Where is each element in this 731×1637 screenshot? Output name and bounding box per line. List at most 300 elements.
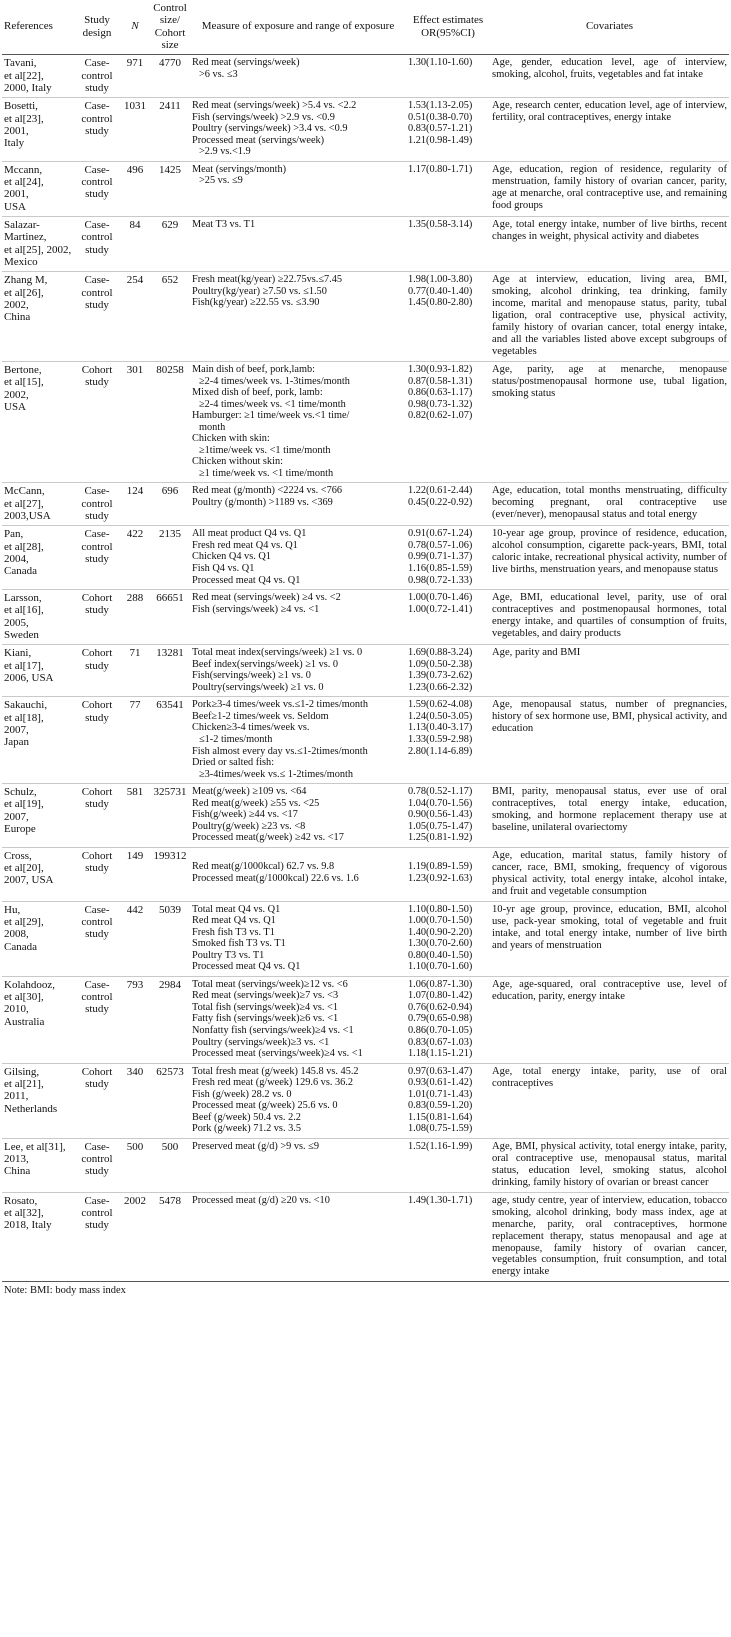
table-row (2, 526, 729, 590)
exposure-line: Processed meat(g/1000kcal) 22.6 vs. 1.6 (192, 872, 359, 884)
reference-line: 2007, (4, 724, 29, 737)
exposure-line: ≥2-4 times/week vs. 1-3times/month (199, 375, 350, 387)
reference-line: et al[26], (4, 286, 44, 299)
effect-value: 1.01(0.71-1.43) (408, 1088, 473, 1100)
exposure-line: Fish Q4 vs. Q1 (192, 562, 255, 574)
effect-value: 1.22(0.61-2.44) (408, 485, 473, 497)
exposure-line: Meat T3 vs. T1 (192, 219, 256, 231)
exposure-line: Chicken without skin: (192, 456, 283, 468)
reference-line: Hu, (4, 903, 21, 916)
effect-value: 1.30(1.10-1.60) (408, 57, 473, 69)
effect-value: 0.90(0.56-1.43) (408, 809, 473, 821)
control-size-cell: 652 (161, 274, 179, 287)
effect-value: 0.98(0.72-1.33) (408, 574, 473, 586)
exposure-line: Red meat(g/1000kcal) 62.7 vs. 9.8 (192, 861, 335, 873)
reference-cell (2, 1138, 74, 1192)
n-cell: 581 (126, 786, 144, 799)
table-row (2, 901, 729, 976)
reference-line: Rosato, (4, 1194, 38, 1207)
effect-value: 1.49(1.30-1.71) (408, 1194, 473, 1206)
exposure-line: Poultry (servings/week) >3.4 vs. <0.9 (192, 123, 348, 135)
covariates-cell: BMI, parity, menopausal status, ever use of oral contraceptives, total energy intake, education, smoking, and hormone replacement therapy use at baseline, unilateral ovariectomy (492, 786, 727, 834)
n-cell: 2002 (124, 1194, 146, 1207)
effect-cell (406, 217, 490, 272)
header-study-design: Study design (82, 14, 112, 39)
reference-line: 2002, (4, 298, 29, 311)
effect-value: 1.24(0.50-3.05) (408, 710, 473, 722)
exposure-line: Fresh red meat Q4 vs. Q1 (192, 539, 298, 551)
table-row (2, 976, 729, 1063)
reference-line: Japan (4, 736, 30, 749)
covariates-cell: Age, total energy intake, number of live births, recent changes in weight, physical activity and diabetes (492, 219, 727, 243)
effect-value: 1.45(0.80-2.80) (408, 297, 473, 309)
effect-value: 1.19(0.89-1.59) (408, 861, 473, 873)
effect-value: 1.52(1.16-1.99) (408, 1140, 473, 1152)
study-design-cell: Case-control study (81, 163, 113, 201)
control-size-cell: 2411 (159, 100, 181, 113)
control-size-cell: 325731 (153, 786, 187, 799)
reference-cell (2, 590, 74, 645)
reference-line: Australia (4, 1015, 45, 1028)
covariates-cell: Age, menopausal status, number of pregnancies, history of sex hormone use, BMI, physical activity, and education (492, 699, 727, 735)
effect-cell (406, 362, 490, 483)
effect-value: 1.39(0.73-2.62) (408, 670, 473, 682)
reference-line: Canada (4, 565, 37, 578)
table-row (2, 1138, 729, 1192)
reference-line: Cross, (4, 849, 32, 862)
exposure-line: Total meat index(servings/week) ≥1 vs. 0 (192, 647, 363, 659)
reference-line: et al[29], (4, 915, 44, 928)
effect-value: 1.06(0.87-1.30) (408, 978, 473, 990)
reference-line: China (4, 1165, 31, 1178)
table-body (2, 55, 729, 1282)
reference-line: Salazar- (4, 219, 40, 232)
exposure-cell (190, 55, 406, 98)
covariates-cell: Age, parity and BMI (492, 647, 581, 659)
effect-value: 1.35(0.58-3.14) (408, 219, 473, 231)
exposure-line: Fish(g/week) ≥44 vs. <17 (192, 809, 298, 821)
table-row (2, 55, 729, 98)
reference-cell (2, 217, 74, 272)
exposure-line: Red meat Q4 vs. Q1 (192, 915, 276, 927)
study-design-cell: Case-control study (81, 1194, 113, 1232)
covariates-cell: Age, BMI, educational level, parity, use of oral contraceptives and postmenopausal hormones, total energy intake, and quartiles of consumption of fruits, vegetables, and dairy products (492, 592, 727, 639)
control-size-cell: 4770 (159, 57, 181, 70)
exposure-line: Nonfatty fish (servings/week)≥4 vs. <1 (192, 1024, 354, 1036)
reference-line: 2003,USA (4, 510, 51, 523)
effect-cell (406, 1063, 490, 1138)
control-size-cell: 199312 (153, 849, 187, 862)
n-cell: 77 (129, 699, 141, 712)
n-cell: 971 (126, 57, 144, 70)
reference-line: 2007, USA (4, 874, 54, 887)
reference-line: McCann, (4, 485, 45, 498)
reference-line: 2007, (4, 810, 29, 823)
reference-line: USA (4, 401, 27, 414)
reference-line: Mccann, (4, 163, 43, 176)
n-cell: 422 (126, 528, 144, 541)
reference-line: Canada (4, 940, 37, 953)
reference-line: 2008, (4, 928, 29, 941)
exposure-cell (190, 697, 406, 784)
effect-value: 0.86(0.63-1.17) (408, 387, 473, 399)
reference-line: 2000, Italy (4, 81, 52, 94)
effect-value: 1.00(0.72-1.41) (408, 603, 473, 615)
effect-value: 0.83(0.67-1.03) (408, 1036, 473, 1048)
table-row (2, 98, 729, 162)
table-note: Note: BMI: body mass index (4, 1285, 126, 1297)
control-size-cell: 62573 (156, 1065, 184, 1078)
effect-value: 1.04(0.70-1.56) (408, 797, 473, 809)
exposure-line: Red meat (servings/week) ≥4 vs. <2 (192, 592, 341, 604)
study-design-cell: Cohort study (81, 849, 113, 875)
study-design-cell: Case-control study (81, 57, 113, 94)
exposure-line: Fresh meat(kg/year) ≥22.75vs.≤7.45 (192, 274, 342, 286)
reference-line: et al[22], (4, 69, 44, 82)
reference-line: Pan, (4, 528, 24, 541)
reference-line: 2001, (4, 188, 29, 201)
table-header-row (2, 0, 729, 55)
effect-cell (406, 1192, 490, 1282)
n-cell: 124 (126, 485, 144, 498)
exposure-cell (190, 784, 406, 848)
control-size-cell: 63541 (156, 699, 184, 712)
reference-cell (2, 847, 74, 901)
exposure-line: Processed meat Q4 vs. Q1 (192, 574, 301, 586)
reference-line: 2013, (4, 1153, 29, 1166)
covariates-cell: age, study centre, year of interview, education, tobacco smoking, alcohol drinking, body mass index, age at menarche, parity, oral contraceptives, hormone replacement therapy, status menopausal and age at menopause, family history of ovarian cancer, vegetables consumption, fruit consumption, and total energy intake (492, 1194, 727, 1278)
exposure-line: Total fish (servings/week)≥4 vs. <1 (192, 1001, 339, 1013)
n-cell: 84 (129, 219, 141, 232)
effect-value: 1.98(1.00-3.80) (408, 274, 473, 286)
exposure-line: Red meat (g/month) <2224 vs. <766 (192, 485, 343, 497)
exposure-cell (190, 217, 406, 272)
reference-line: Sakauchi, (4, 699, 48, 712)
effect-cell (406, 161, 490, 216)
covariates-cell: Age, research center, education level, age of interview, fertility, oral contraceptives, energy intake (492, 100, 727, 124)
effect-value: 1.40(0.90-2.20) (408, 926, 473, 938)
reference-cell (2, 976, 74, 1063)
study-design-cell: Case-control study (81, 100, 113, 137)
effect-value (408, 850, 488, 862)
exposure-line: Dried or salted fish: (192, 757, 275, 769)
table-row (2, 483, 729, 526)
reference-line: Kolahdooz, (4, 978, 56, 991)
exposure-line: Chicken Q4 vs. Q1 (192, 551, 271, 563)
control-size-cell: 2984 (159, 978, 181, 991)
exposure-line: ≥3-4times/week vs.≤ 1-2times/month (199, 768, 354, 780)
effect-value: 1.33(0.59-2.98) (408, 734, 473, 745)
reference-line: 2004, (4, 553, 29, 565)
effect-value: 2.80(1.14-6.89) (408, 745, 473, 757)
table-row (2, 645, 729, 697)
effect-value: 1.21(0.98-1.49) (408, 134, 473, 146)
reference-line: Lee, et al[31], (4, 1140, 66, 1153)
effect-value: 1.15(0.81-1.64) (408, 1111, 473, 1123)
reference-cell (2, 483, 74, 526)
reference-line: et al[17], (4, 659, 44, 672)
covariates-cell: Age, education, region of residence, regularity of menstruation, family history of ovarian cancer, parity, age at menarche, oral contraceptive use, and remaining food groups (492, 163, 727, 211)
study-design-cell: Case-control study (81, 274, 113, 311)
effect-value: 0.51(0.38-0.70) (408, 111, 473, 123)
study-design-cell: Case-control study (81, 219, 113, 256)
exposure-line: Hamburger: ≥1 time/week vs.<1 time/ (192, 410, 350, 422)
n-cell: 496 (126, 163, 144, 176)
reference-line: Mexico (4, 256, 38, 269)
table-row (2, 272, 729, 362)
effect-value: 0.86(0.70-1.05) (408, 1024, 473, 1036)
effect-cell (406, 847, 490, 901)
exposure-cell (190, 1192, 406, 1282)
n-cell: 71 (129, 647, 141, 660)
reference-cell (2, 55, 74, 98)
effect-cell (406, 483, 490, 526)
exposure-line: Poultry(servings/week) ≥1 vs. 0 (192, 681, 324, 693)
effect-value: 1.59(0.62-4.08) (408, 699, 473, 711)
exposure-line: Smoked fish T3 vs. T1 (192, 938, 286, 950)
covariates-cell: 10-yr age group, province, education, BMI, alcohol use, pack-year smoking, total of vegetable and fruit intake, and total energy intake, number of live birth and years of menstruation (492, 903, 727, 951)
effect-cell (406, 784, 490, 848)
exposure-line: Pork≥3-4 times/week vs.≤1-2 times/month (192, 699, 369, 711)
reference-cell (2, 645, 74, 697)
effect-cell (406, 976, 490, 1063)
effect-value: 0.82(0.62-1.07) (408, 410, 473, 422)
control-size-cell: 13281 (156, 647, 184, 660)
reference-line: et al[16], (4, 604, 44, 617)
reference-line: Martinez, (4, 231, 47, 244)
reference-line: et al[25], 2002, (4, 243, 72, 256)
reference-cell (2, 784, 74, 848)
header-references: References (4, 20, 53, 33)
study-design-cell: Cohort study (81, 592, 113, 617)
exposure-line: Mixed dish of beef, pork, lamb: (192, 387, 323, 399)
exposure-line: All meat product Q4 vs. Q1 (192, 528, 307, 540)
exposure-cell (190, 847, 406, 901)
reference-line: Schulz, (4, 786, 37, 799)
exposure-line: Red meat (servings/week) (192, 57, 300, 69)
exposure-cell (190, 590, 406, 645)
study-table (2, 0, 729, 1282)
effect-value: 1.05(0.75-1.47) (408, 820, 473, 832)
reference-line: 2002, (4, 388, 29, 401)
effect-value: 0.79(0.65-0.98) (408, 1013, 473, 1025)
reference-line: Zhang M, (4, 274, 48, 287)
reference-line: Kiani, (4, 647, 32, 660)
effect-value: 1.16(0.85-1.59) (408, 562, 473, 574)
effect-cell (406, 645, 490, 697)
reference-line: et al[28], (4, 540, 44, 553)
effect-cell (406, 697, 490, 784)
reference-cell (2, 901, 74, 976)
table-row (2, 847, 729, 901)
effect-value: 1.30(0.70-2.60) (408, 938, 473, 950)
covariates-cell: Age, education, marital status, family history of cancer, race, BMI, smoking, frequency of vigorous physical activity, total energy intake, alcohol intake, and fruit and vegetable consumption (492, 849, 727, 897)
effect-value: 0.98(0.73-1.32) (408, 398, 473, 410)
study-design-cell: Case-control study (81, 1140, 113, 1178)
exposure-line: ≥1time/week vs. <1 time/month (199, 444, 331, 456)
exposure-line: Total fresh meat (g/week) 145.8 vs. 45.2 (192, 1065, 359, 1077)
effect-cell (406, 55, 490, 98)
control-size-cell: 500 (161, 1140, 179, 1153)
exposure-line: Fresh fish T3 vs. T1 (192, 926, 275, 938)
exposure-line: Pork (g/week) 71.2 vs. 3.5 (192, 1123, 301, 1135)
covariates-cell: Age at interview, education, living area, BMI, smoking, alcohol drinking, tea drinking, family income, marital and menopause status, parity, tubal ligation, oral contraceptive use, physical activity, family history of ovarian cancer, total energy intake, and all the variables listed above except subgroups of vegetables (492, 274, 727, 358)
control-size-cell: 80258 (156, 364, 184, 377)
table-row (2, 1192, 729, 1282)
exposure-line: ≥2-4 times/week vs. <1 time/month (199, 398, 346, 410)
effect-value: 0.77(0.40-1.40) (408, 285, 473, 297)
effect-cell (406, 590, 490, 645)
control-size-cell: 2135 (159, 528, 181, 541)
exposure-line: >25 vs. ≤9 (199, 175, 243, 187)
effect-cell (406, 98, 490, 162)
exposure-line: Fish almost every day vs.≤1-2times/month (192, 745, 368, 757)
effect-value: 0.78(0.57-1.06) (408, 539, 473, 551)
effect-value: 1.23(0.92-1.63) (408, 872, 473, 884)
exposure-line: Red meat (servings/week) >5.4 vs. <2.2 (192, 100, 357, 112)
effect-value: 0.91(0.67-1.24) (408, 528, 473, 540)
table-row (2, 1063, 729, 1138)
exposure-line: Poultry(kg/year) ≥7.50 vs. ≤1.50 (192, 285, 327, 297)
reference-line: 2018, Italy (4, 1219, 52, 1232)
effect-value: 0.83(0.57-1.21) (408, 123, 473, 135)
n-cell: 149 (126, 849, 144, 862)
effect-value: 1.18(1.15-1.21) (408, 1048, 473, 1060)
effect-value: 0.97(0.63-1.47) (408, 1065, 473, 1077)
reference-cell (2, 362, 74, 483)
n-cell: 442 (126, 903, 144, 916)
effect-value: 0.93(0.61-1.42) (408, 1077, 473, 1089)
reference-line: et al[15], (4, 376, 44, 389)
effect-cell (406, 901, 490, 976)
exposure-cell (190, 98, 406, 162)
n-cell: 340 (126, 1065, 144, 1078)
exposure-line: Processed meat(g/week) ≥42 vs. <17 (192, 832, 344, 844)
reference-cell (2, 161, 74, 216)
n-cell: 793 (126, 978, 144, 991)
exposure-cell (190, 272, 406, 362)
effect-value: 1.00(0.70-1.46) (408, 592, 473, 604)
n-cell: 254 (126, 274, 144, 287)
effect-value: 0.78(0.52-1.17) (408, 786, 473, 798)
table-row (2, 362, 729, 483)
reference-line: Italy (4, 137, 25, 150)
exposure-line: Meat (servings/month) (192, 163, 287, 175)
exposure-cell (190, 901, 406, 976)
reference-line: 2005, (4, 616, 29, 629)
covariates-cell: 10-year age group, province of residence, education, alcohol consumption, cigarette pack-years, BMI, total caloric intake, recreational physical activity, number of live births, menstruation years, and menopause status (492, 528, 727, 576)
exposure-cell (190, 1063, 406, 1138)
effect-value: 0.99(0.71-1.37) (408, 551, 473, 563)
effect-value: 1.10(0.80-1.50) (408, 903, 473, 915)
covariates-cell: Age, education, total months menstruating, difficulty becoming pregnant, oral contraceptive use (ever/never), menopausal status and total energy (492, 485, 727, 521)
exposure-line: month (199, 421, 226, 433)
header-measure: Measure of exposure and range of exposure (201, 20, 395, 33)
exposure-line (192, 850, 404, 862)
effect-value: 0.76(0.62-0.94) (408, 1001, 473, 1013)
control-size-cell: 1425 (159, 163, 181, 176)
reference-line: et al[24], (4, 176, 44, 189)
exposure-line: Fresh red meat (g/week) 129.6 vs. 36.2 (192, 1077, 353, 1089)
effect-value: 0.45(0.22-0.92) (408, 496, 473, 508)
effect-cell (406, 1138, 490, 1192)
table-row (2, 590, 729, 645)
exposure-line: Fish(kg/year) ≥22.55 vs. ≤3.90 (192, 297, 320, 309)
reference-cell (2, 1192, 74, 1282)
effect-value: 0.87(0.58-1.31) (408, 375, 473, 387)
effect-value: 1.09(0.50-2.38) (408, 658, 473, 670)
control-size-cell: 5478 (159, 1194, 181, 1207)
reference-line: Larsson, (4, 592, 42, 605)
effect-value: 1.25(0.81-1.92) (408, 832, 473, 844)
exposure-line: ≥1 time/week vs. <1 time/month (199, 467, 334, 479)
exposure-line: Beef≥1-2 times/week vs. Seldom (192, 710, 329, 722)
reference-line: 2010, (4, 1003, 29, 1016)
control-size-cell: 5039 (159, 903, 181, 916)
reference-cell (2, 697, 74, 784)
exposure-line: Processed meat (servings/week) (192, 134, 325, 146)
exposure-cell (190, 483, 406, 526)
effect-value: 1.08(0.75-1.59) (408, 1123, 473, 1135)
study-design-cell: Case-control study (81, 528, 113, 565)
exposure-line: Chicken≥3-4 times/week vs. (192, 722, 310, 734)
reference-line: Tavani, (4, 57, 37, 70)
study-design-cell: Cohort study (81, 364, 113, 389)
exposure-line: Red meat (servings/week)≥7 vs. <3 (192, 990, 339, 1002)
reference-line: et al[20], (4, 862, 44, 875)
study-design-cell: Case-control study (81, 903, 113, 941)
study-design-cell: Cohort study (81, 699, 113, 724)
effect-value: 1.23(0.66-2.32) (408, 681, 473, 693)
reference-line: Gilsing, (4, 1065, 40, 1078)
reference-line: et al[27], (4, 497, 44, 510)
exposure-line: Poultry (g/month) >1189 vs. <369 (192, 496, 333, 508)
reference-line: 2001, (4, 124, 29, 137)
study-design-cell: Case-control study (81, 485, 113, 523)
covariates-cell: Age, age-squared, oral contraceptive use, level of education, parity, energy intake (492, 978, 727, 1002)
exposure-line: Poultry (servings/week)≥3 vs. <1 (192, 1036, 330, 1048)
header-effect: Effect estimates OR(95%CI) (412, 14, 484, 39)
reference-line: 2006, USA (4, 671, 54, 684)
covariates-cell: Age, gender, education level, age of interview, smoking, alcohol, fruits, vegetables and fat intake (492, 57, 727, 81)
control-size-cell: 696 (161, 485, 179, 498)
reference-line: et al[32], (4, 1206, 44, 1219)
exposure-line: Total meat Q4 vs. Q1 (192, 903, 281, 915)
exposure-line: >2.9 vs.<1.9 (199, 146, 251, 158)
header-n: N (131, 20, 139, 33)
effect-value: 1.69(0.88-3.24) (408, 647, 473, 659)
control-size-cell: 66651 (156, 592, 184, 605)
reference-line: China (4, 311, 31, 324)
exposure-line: Main dish of beef, pork,lamb: (192, 364, 315, 376)
header-control-size: Control size/ Cohort size (153, 2, 187, 51)
reference-line: Bosetti, (4, 100, 38, 113)
exposure-line: Poultry(g/week) ≥23 vs. <8 (192, 820, 306, 832)
effect-value: 1.30(0.93-1.82) (408, 364, 473, 376)
covariates-cell: Age, total energy intake, parity, use of oral contraceptives (492, 1065, 727, 1089)
covariates-cell: Age, BMI, physical activity, total energy intake, parity, oral contraceptive use, menopausal status, marital status, education level, smoking status, alcohol drinking, family history of ovarian or breast cancer (492, 1140, 727, 1188)
exposure-line: Processed meat (servings/week)≥4 vs. <1 (192, 1048, 363, 1060)
exposure-line: Beef (g/week) 50.4 vs. 2.2 (192, 1111, 301, 1123)
effect-value: 0.80(0.40-1.50) (408, 949, 473, 961)
table-row (2, 161, 729, 216)
n-cell: 500 (126, 1140, 144, 1153)
reference-line: USA (4, 200, 27, 213)
effect-value: 1.00(0.70-1.50) (408, 915, 473, 927)
exposure-line: Processed meat Q4 vs. Q1 (192, 961, 301, 973)
exposure-line: Fish (servings/week) ≥4 vs. <1 (192, 603, 320, 615)
reference-line: et al[30], (4, 991, 44, 1004)
